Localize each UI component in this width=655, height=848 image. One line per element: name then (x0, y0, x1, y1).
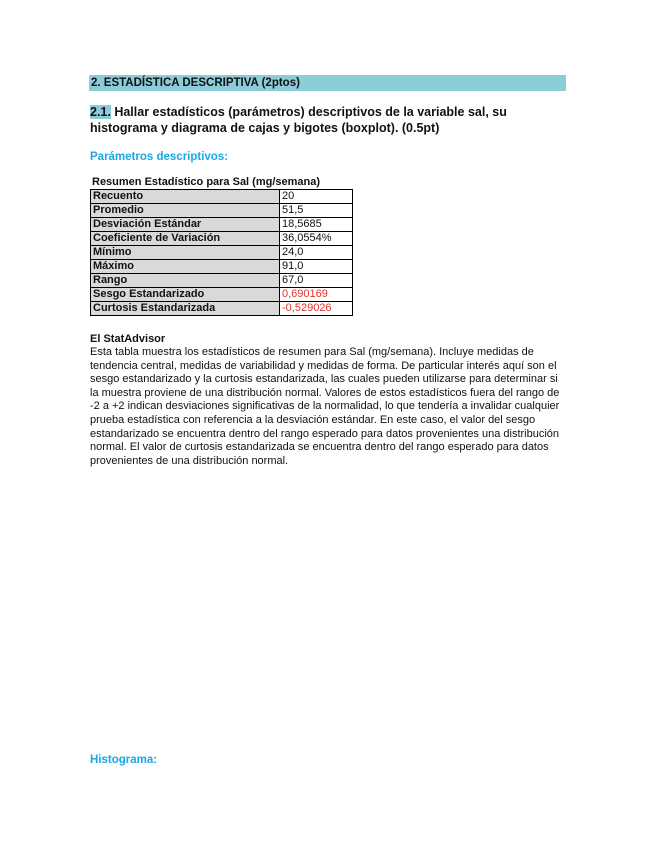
table-row (91, 218, 353, 232)
row-label: Promedio (91, 204, 280, 218)
table-caption: Resumen Estadístico para Sal (mg/semana) (92, 176, 321, 188)
table-row (91, 246, 353, 260)
table-row (91, 260, 353, 274)
question-number: 2.1. (90, 105, 111, 119)
row-label: Sesgo Estandarizado (91, 288, 280, 302)
row-value-highlighted: 0,690169 (280, 288, 353, 302)
table-row (91, 302, 353, 316)
table-row (91, 190, 353, 204)
row-value: 51,5 (280, 204, 353, 218)
row-value: 20 (280, 190, 353, 204)
table-row (91, 232, 353, 246)
question-text: Hallar estadísticos (parámetros) descriptivos de la variable sal, su histograma y diagrama de cajas y bigotes (boxplot). (0.5pt) (90, 105, 507, 135)
summary-stats-table (90, 189, 353, 316)
question-heading (90, 104, 560, 136)
row-label: Rango (91, 274, 280, 288)
row-label: Recuento (91, 190, 280, 204)
row-value: 18,5685 (280, 218, 353, 232)
statadvisor-body: Esta tabla muestra los estadísticos de resumen para Sal (mg/semana). Incluye medidas de tendencia central, medidas de variabilidad y medidas de forma. De particular interés aquí son el sesgo estandarizado y la curtosis estandarizada, las cuales pueden utilizarse para determinar si la muestra proviene de una distribución normal. Valores de estos estadísticos fuera del rango de -2 a +2 indican desviaciones significativas de la normalidad, lo que tendería a invalidar cualquier prueba estadística con referencia a la desviación estándar. En este caso, el valor del sesgo estandarizado se encuentra dentro del rango esperado para datos provenientes una distribución normal. El valor de curtosis estandarizada se encuentra dentro del rango esperado para datos provenientes de una distribución normal. (90, 346, 560, 467)
parametros-heading: Parámetros descriptivos: (90, 151, 229, 163)
table-row (91, 288, 353, 302)
row-value: 24,0 (280, 246, 353, 260)
statadvisor-title: El StatAdvisor (90, 333, 166, 345)
row-label: Coeficiente de Variación (91, 232, 280, 246)
row-value-highlighted: -0,529026 (280, 302, 353, 316)
row-value: 36,0554% (280, 232, 353, 246)
row-label: Máximo (91, 260, 280, 274)
row-value: 91,0 (280, 260, 353, 274)
table-row (91, 204, 353, 218)
histograma-heading: Histograma: (90, 754, 158, 766)
row-label: Desviación Estándar (91, 218, 280, 232)
row-label: Curtosis Estandarizada (91, 302, 280, 316)
row-value: 67,0 (280, 274, 353, 288)
row-label: Mínimo (91, 246, 280, 260)
section-title-bar: 2. ESTADÍSTICA DESCRIPTIVA (2ptos) (89, 75, 566, 91)
table-row (91, 274, 353, 288)
